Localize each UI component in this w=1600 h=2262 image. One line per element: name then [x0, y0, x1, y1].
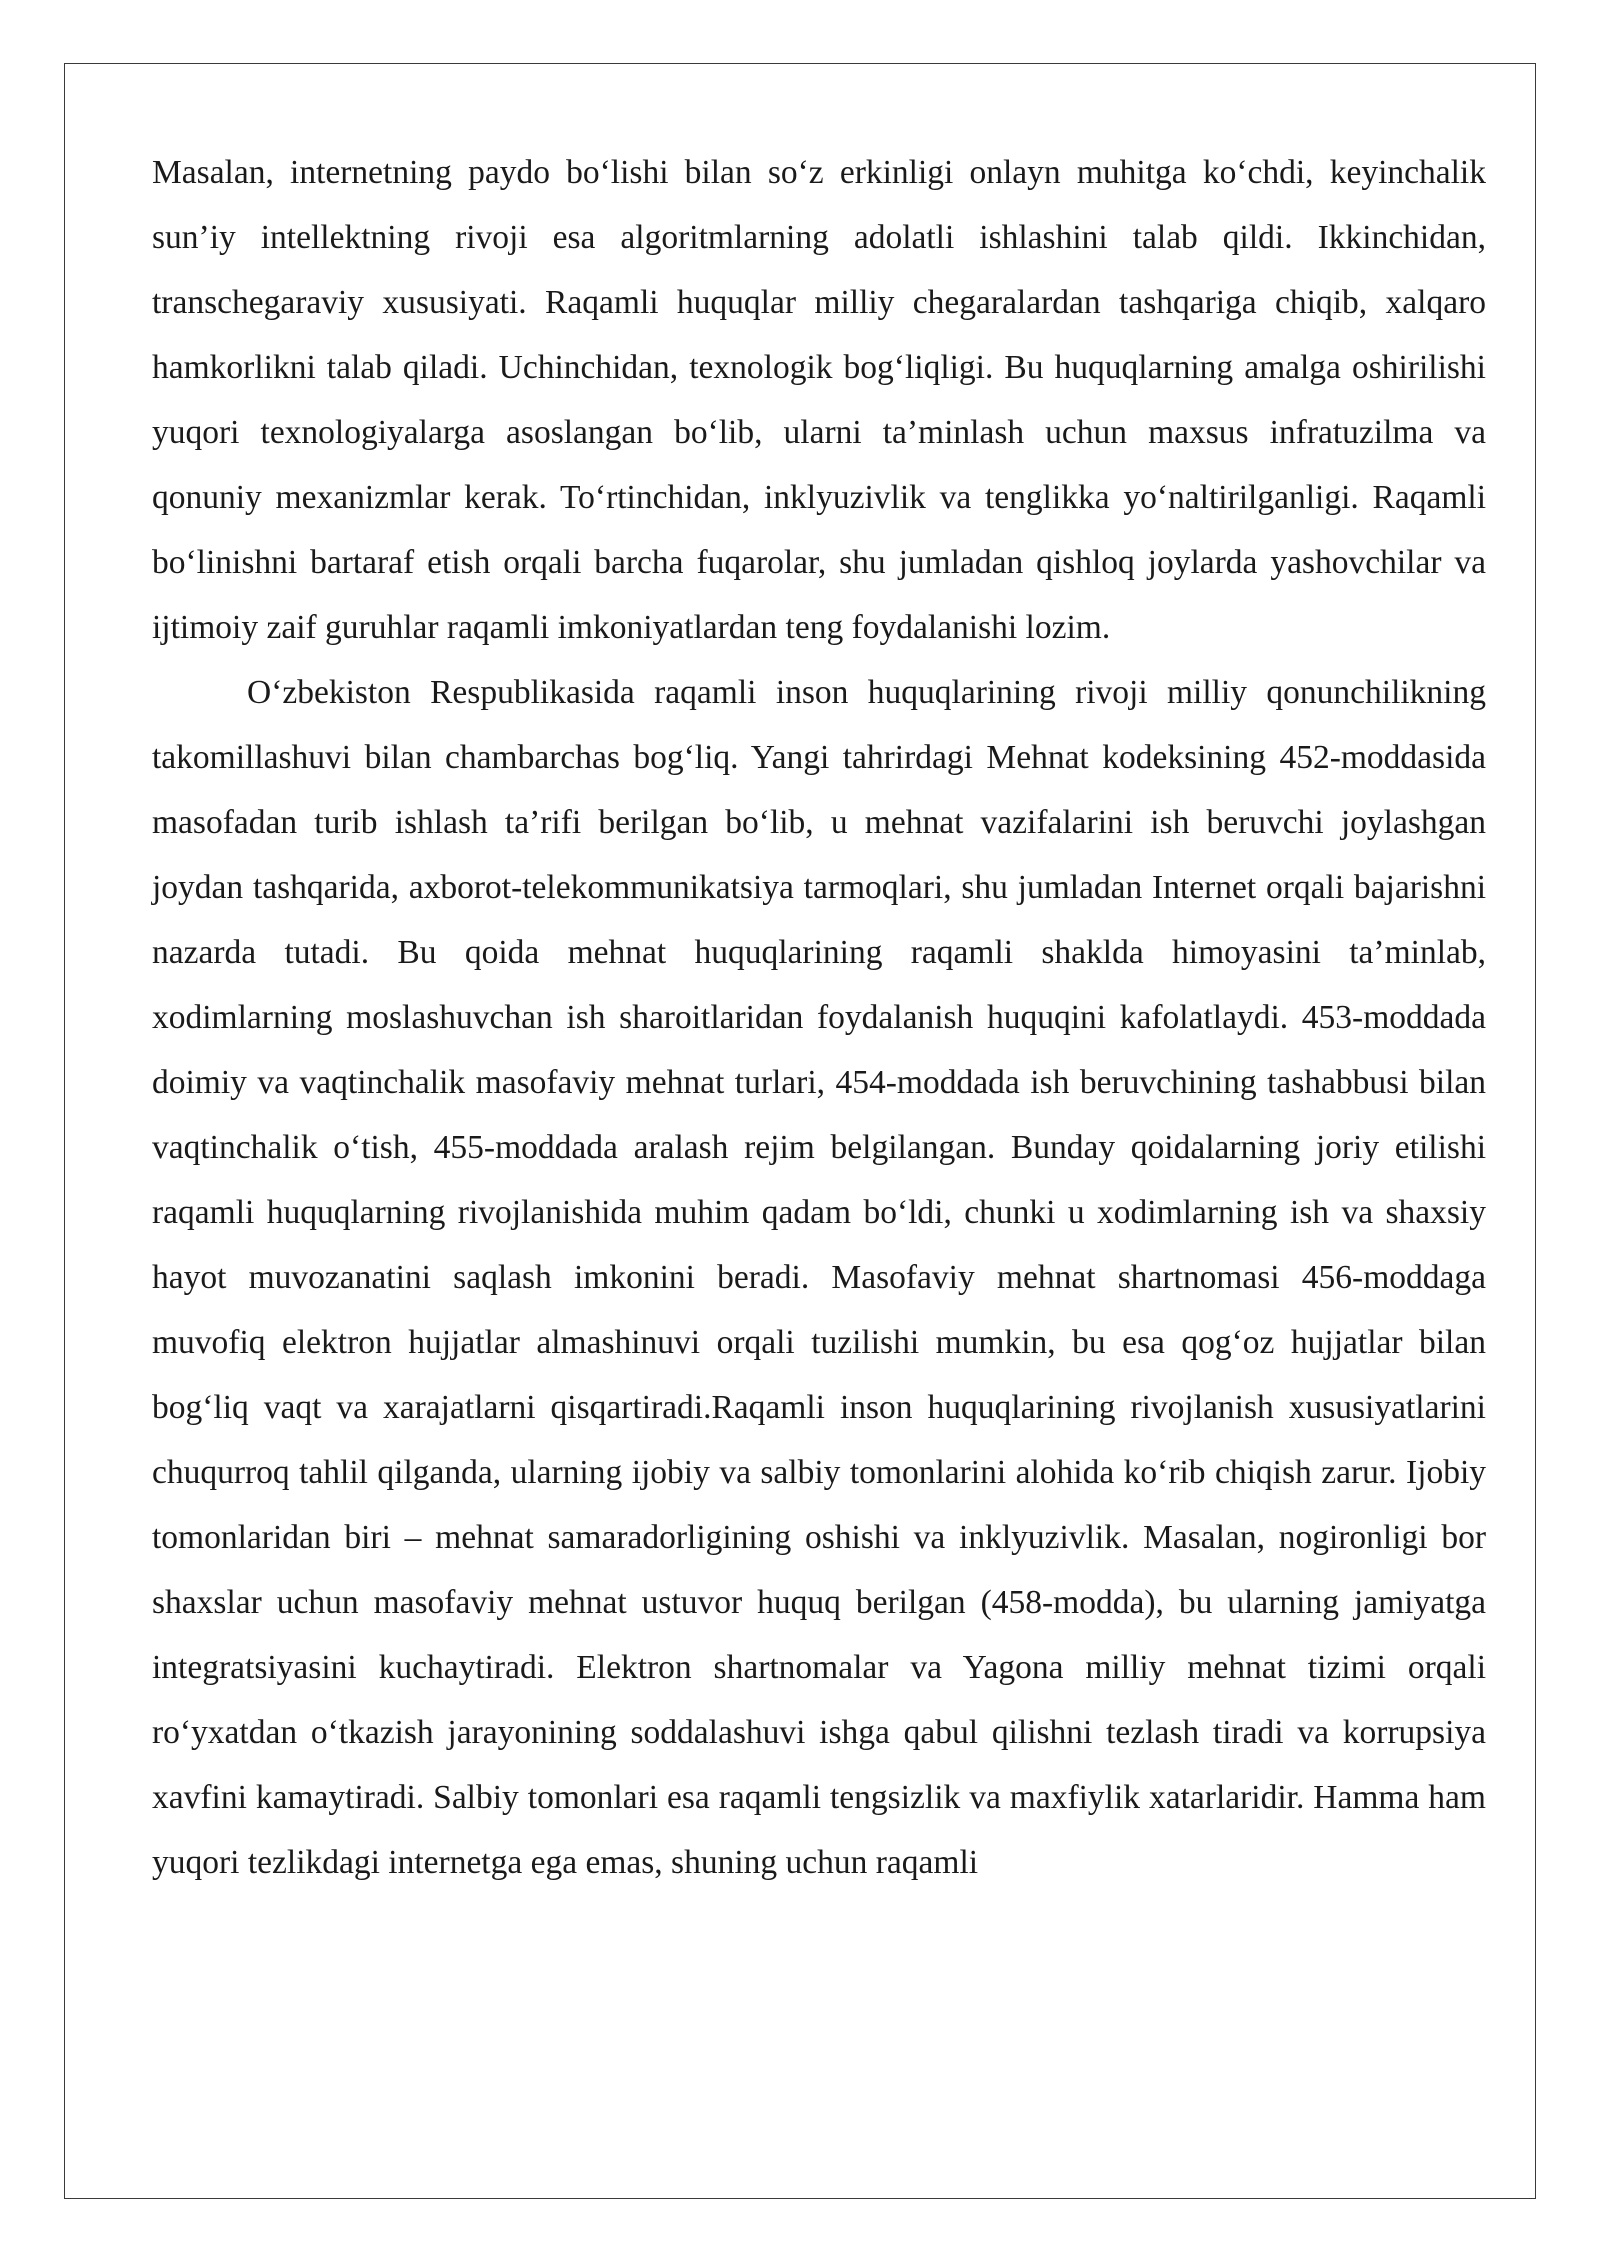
paragraph-2: O‘zbekiston Respublikasida raqamli inson huquqlarining rivoji milliy qonunchilikning takomillashuvi bilan chambarchas bog‘liq. Yangi tahrirdagi Mehnat kodeksining 452-moddasida masofadan turib ishlash ta’rifi berilgan bo‘lib, u mehnat vazifalarini ish beruvchi joylashgan joydan tashqarida, axborot-telekommunikatsiya tarmoqlari, shu jumladan Internet orqali bajarishni nazarda tutadi. Bu qoida mehnat huquqlarining raqamli shaklda himoyasini ta’minlab, xodimlarning moslashuvchan ish sharoitlaridan foydalanish huquqini kafolatlaydi. 453-moddada doimiy va vaqtinchalik masofaviy mehnat turlari, 454-moddada ish beruvchining tashabbusi bilan vaqtinchalik o‘tish, 455-moddada aralash rejim belgilangan. Bunday qoidalarning joriy etilishi raqamli huquqlarning rivojlanishida muhim qadam bo‘ldi, chunki u xodimlarning ish va shaxsiy hayot muvozanatini saqlash imkonini beradi. Masofaviy mehnat shartnomasi 456-moddaga muvofiq elektron hujjatlar almashinuvi orqali tuzilishi mumkin, bu esa qog‘oz hujjatlar bilan bog‘liq vaqt va xarajatlarni qisqartiradi.Raqamli inson huquqlarining rivojlanish xususiyatlarini chuqurroq tahlil qilganda, ularning ijobiy va salbiy tomonlarini alohida ko‘rib chiqish zarur. Ijobiy tomonlaridan biri – mehnat samaradorligining oshishi va inklyuzivlik. Masalan, nogironligi bor shaxslar uchun masofaviy mehnat ustuvor huquq berilgan (458-modda), bu ularning jamiyatga integratsiyasini kuchaytiradi. Elektron shartnomalar va Yagona milliy mehnat tizimi orqali ro‘yxatdan o‘tkazish jarayonining soddalashuvi ishga qabul qilishni tezlash tiradi va korrupsiya xavfini kamaytiradi. Salbiy tomonlari esa raqamli tengsizlik va maxfiylik xatarlaridir. Hamma ham yuqori tezlikdagi internetga ega emas, shuning uchun raqamli: [152, 674, 1486, 1881]
document-body: [152, 140, 1486, 1895]
paragraph-1: Masalan, internetning paydo bo‘lishi bilan so‘z erkinligi onlayn muhitga ko‘chdi, keyinchalik sun’iy intellektning rivoji esa algoritmlarning adolatli ishlashini talab qildi. Ikkinchidan, transchegaraviy xususiyati. Raqamli huquqlar milliy chegaralardan tashqariga chiqib, xalqaro hamkorlikni talab qiladi. Uchinchidan, texnologik bog‘liqligi. Bu huquqlarning amalga oshirilishi yuqori texnologiyalarga asoslangan bo‘lib, ularni ta’minlash uchun maxsus infratuzilma va qonuniy mexanizmlar kerak. To‘rtinchidan, inklyuzivlik va tenglikka yo‘naltirilganligi. Raqamli bo‘linishni bartaraf etish orqali barcha fuqarolar, shu jumladan qishloq joylarda yashovchilar va ijtimoiy zaif guruhlar raqamli imkoniyatlardan teng foydalanishi lozim.: [152, 154, 1486, 646]
